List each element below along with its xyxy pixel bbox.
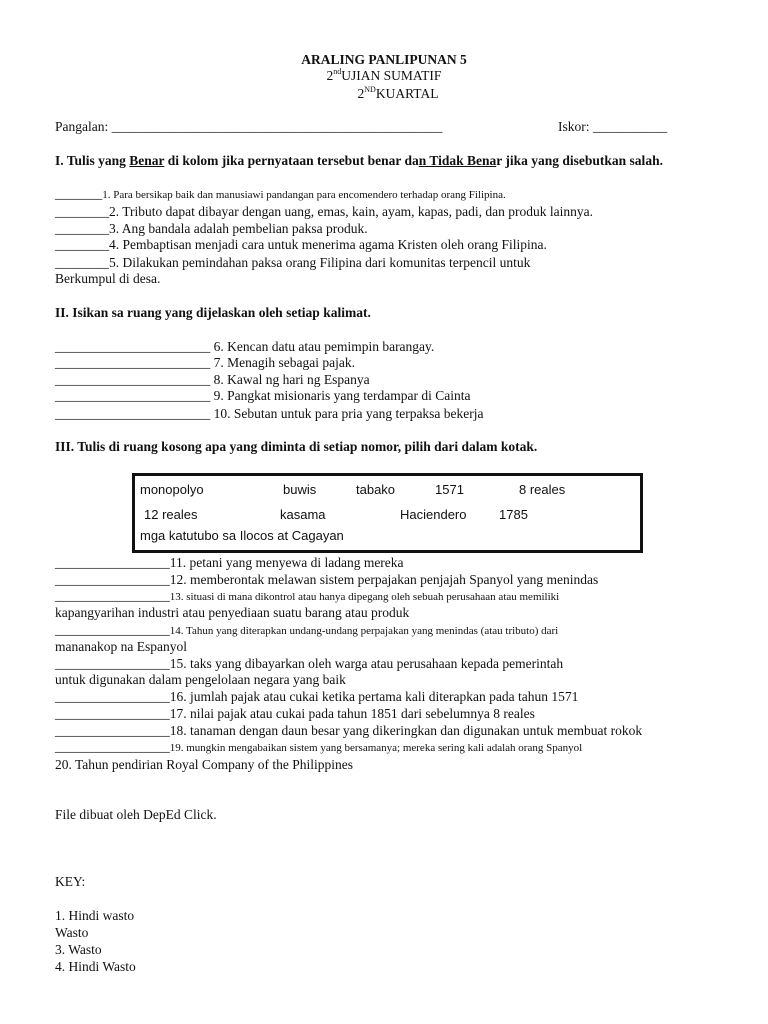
question-text: 4. Pembaptisan menjadi cara untuk menerima agama Kristen oleh orang Filipina. (109, 237, 547, 252)
page-title: ARALING PANLIPUNAN 5 (301, 52, 467, 67)
answer-blank-13[interactable]: _________________ (55, 588, 170, 603)
part3-instruction: III. Tulis di ruang kosong apa yang diminta di setiap nomor, pilih dari dalam kotak. (55, 439, 538, 454)
name-field[interactable] (55, 119, 442, 135)
question-1 (55, 186, 506, 203)
part1-instr-tidak-benar: n Tidak Bena (418, 153, 497, 168)
part1-instruction (55, 153, 663, 169)
answer-blank-8[interactable]: _______________________ (55, 372, 211, 387)
key-item-4: 4. Hindi Wasto (55, 959, 136, 974)
word-bank-box (132, 473, 643, 553)
question-text: 13. situasi di mana dikontrol atau hanya dipegang oleh sebuah perusahaan atau memiliki (169, 591, 560, 603)
answer-blank-17[interactable]: _________________ (55, 706, 170, 721)
name-blank[interactable]: _________________________________________________ (111, 119, 443, 134)
part1-instr-a: I. Tulis yang (55, 153, 130, 168)
key-item-2: Wasto (55, 925, 89, 940)
question-text: 8. Kawal ng hari ng Espanya (210, 372, 370, 387)
quarter-ordinal: ND (364, 84, 376, 94)
question-16 (55, 689, 578, 705)
question-text: 19. mungkin mengabaikan sistem yang bersamanya; mereka sering kali adalah orang Spanyol (169, 742, 583, 754)
answer-blank-4[interactable]: ________ (55, 237, 109, 252)
question-14-continuation: mananakop na Espanyol (55, 639, 187, 654)
answer-blank-5[interactable]: ________ (55, 255, 109, 270)
question-4 (55, 237, 547, 253)
question-20: 20. Tahun pendirian Royal Company of the Philippines (55, 757, 354, 772)
quarter-subtitle (0, 86, 768, 102)
question-7 (55, 355, 355, 371)
question-19 (55, 739, 582, 756)
question-8 (55, 372, 370, 388)
word-1785: 1785 (499, 507, 528, 522)
question-text: 9. Pangkat misionaris yang terdampar di Cainta (210, 388, 471, 403)
question-6 (55, 339, 434, 355)
subtitle-number: 2 (326, 68, 334, 83)
question-text: 15. taks yang dibayarkan oleh warga atau perusahaan kepada pemerintah (169, 656, 564, 671)
score-label: Iskor: (558, 119, 593, 134)
question-13-continuation: kapangyarihan industri atau penyediaan suatu barang atau produk (55, 605, 410, 620)
exam-subtitle (0, 68, 768, 84)
answer-blank-15[interactable]: _________________ (55, 656, 170, 671)
answer-blank-19[interactable]: _________________ (55, 739, 170, 754)
question-text: 6. Kencan datu atau pemimpin barangay. (210, 339, 435, 354)
answer-blank-2[interactable]: ________ (55, 204, 109, 219)
question-text: 2. Tributo dapat dibayar dengan uang, emas, kain, ayam, kapas, padi, dan produk lainnya. (109, 204, 594, 219)
quarter-number: 2 (357, 86, 365, 101)
answer-blank-11[interactable]: _________________ (55, 555, 170, 570)
answer-blank-10[interactable]: _______________________ (55, 406, 211, 421)
question-text: 12. memberontak melawan sistem perpajakan penjajah Spanyol yang menindas (169, 572, 599, 587)
question-3 (55, 221, 368, 237)
question-5 (55, 255, 530, 271)
score-blank[interactable]: ___________ (592, 119, 668, 134)
question-18 (55, 723, 642, 739)
part1-instr-b: di kolom jika pernyataan tersebut benar da (164, 153, 419, 168)
word-12-reales: 12 reales (144, 507, 198, 522)
word-kasama: kasama (280, 507, 326, 522)
answer-blank-7[interactable]: _______________________ (55, 355, 211, 370)
question-13 (55, 588, 559, 605)
question-text: 17. nilai pajak atau cukai pada tahun 1851 dari sebelumnya 8 reales (169, 706, 535, 721)
answer-blank-14[interactable]: _________________ (55, 622, 170, 637)
question-17 (55, 706, 535, 722)
quarter-text: KUARTAL (375, 86, 439, 101)
question-text: 3. Ang bandala adalah pembelian paksa produk. (109, 221, 368, 236)
key-item-3: 3. Wasto (55, 942, 102, 957)
question-12 (55, 572, 598, 588)
word-monopolyo: monopolyo (140, 482, 204, 497)
answer-blank-3[interactable]: ________ (55, 221, 109, 236)
word-8-reales: 8 reales (519, 482, 566, 497)
question-5-continuation: Berkumpul di desa. (55, 271, 161, 286)
score-field[interactable] (558, 119, 667, 135)
question-15-continuation: untuk digunakan dalam pengelolaan negara yang baik (55, 672, 346, 687)
subtitle-ordinal: nd (333, 66, 342, 76)
question-text: 10. Sebutan untuk para pria yang terpaksa bekerja (210, 406, 484, 421)
credit-text: File dibuat oleh DepEd Click. (55, 807, 217, 822)
question-text: 5. Dilakukan pemindahan paksa orang Filipina dari komunitas terpencil untuk (109, 255, 531, 270)
word-katutubo: mga katutubo sa Ilocos at Cagayan (140, 528, 344, 543)
question-9 (55, 388, 470, 404)
question-text: 7. Menagih sebagai pajak. (210, 355, 355, 370)
name-label: Pangalan: (55, 119, 112, 134)
question-text: 11. petani yang menyewa di ladang mereka (169, 555, 404, 570)
part2-instruction: II. Isikan sa ruang yang dijelaskan oleh setiap kalimat. (55, 305, 371, 320)
subtitle-text: UJIAN SUMATIF (341, 68, 442, 83)
question-text: 16. jumlah pajak atau cukai ketika pertama kali diterapkan pada tahun 1571 (169, 689, 579, 704)
part1-instr-benar: Benar (129, 153, 165, 168)
part1-instr-c: r jika yang disebutkan salah. (496, 153, 663, 168)
question-2 (55, 204, 593, 220)
answer-blank-16[interactable]: _________________ (55, 689, 170, 704)
answer-blank-18[interactable]: _________________ (55, 723, 170, 738)
word-1571: 1571 (435, 482, 464, 497)
question-10 (55, 406, 484, 422)
question-15 (55, 656, 563, 672)
word-haciendero: Haciendero (400, 507, 467, 522)
question-text: 14. Tahun yang diterapkan undang-undang perpajakan yang menindas (atau tributo) dari (169, 625, 559, 637)
answer-blank-9[interactable]: _______________________ (55, 388, 211, 403)
question-text: 1. Para bersikap baik dan manusiawi pandangan para encomendero terhadap orang Filipina. (102, 189, 506, 201)
answer-blank-1[interactable]: _______ (55, 186, 103, 201)
key-label: KEY: (55, 874, 86, 889)
question-11 (55, 555, 404, 571)
word-tabako: tabako (356, 482, 396, 497)
question-14 (55, 622, 558, 639)
answer-blank-6[interactable]: _______________________ (55, 339, 211, 354)
word-buwis: buwis (283, 482, 317, 497)
question-text: 18. tanaman dengan daun besar yang dikeringkan dan digunakan untuk membuat rokok (169, 723, 643, 738)
answer-blank-12[interactable]: _________________ (55, 572, 170, 587)
key-item-1: 1. Hindi wasto (55, 908, 135, 923)
